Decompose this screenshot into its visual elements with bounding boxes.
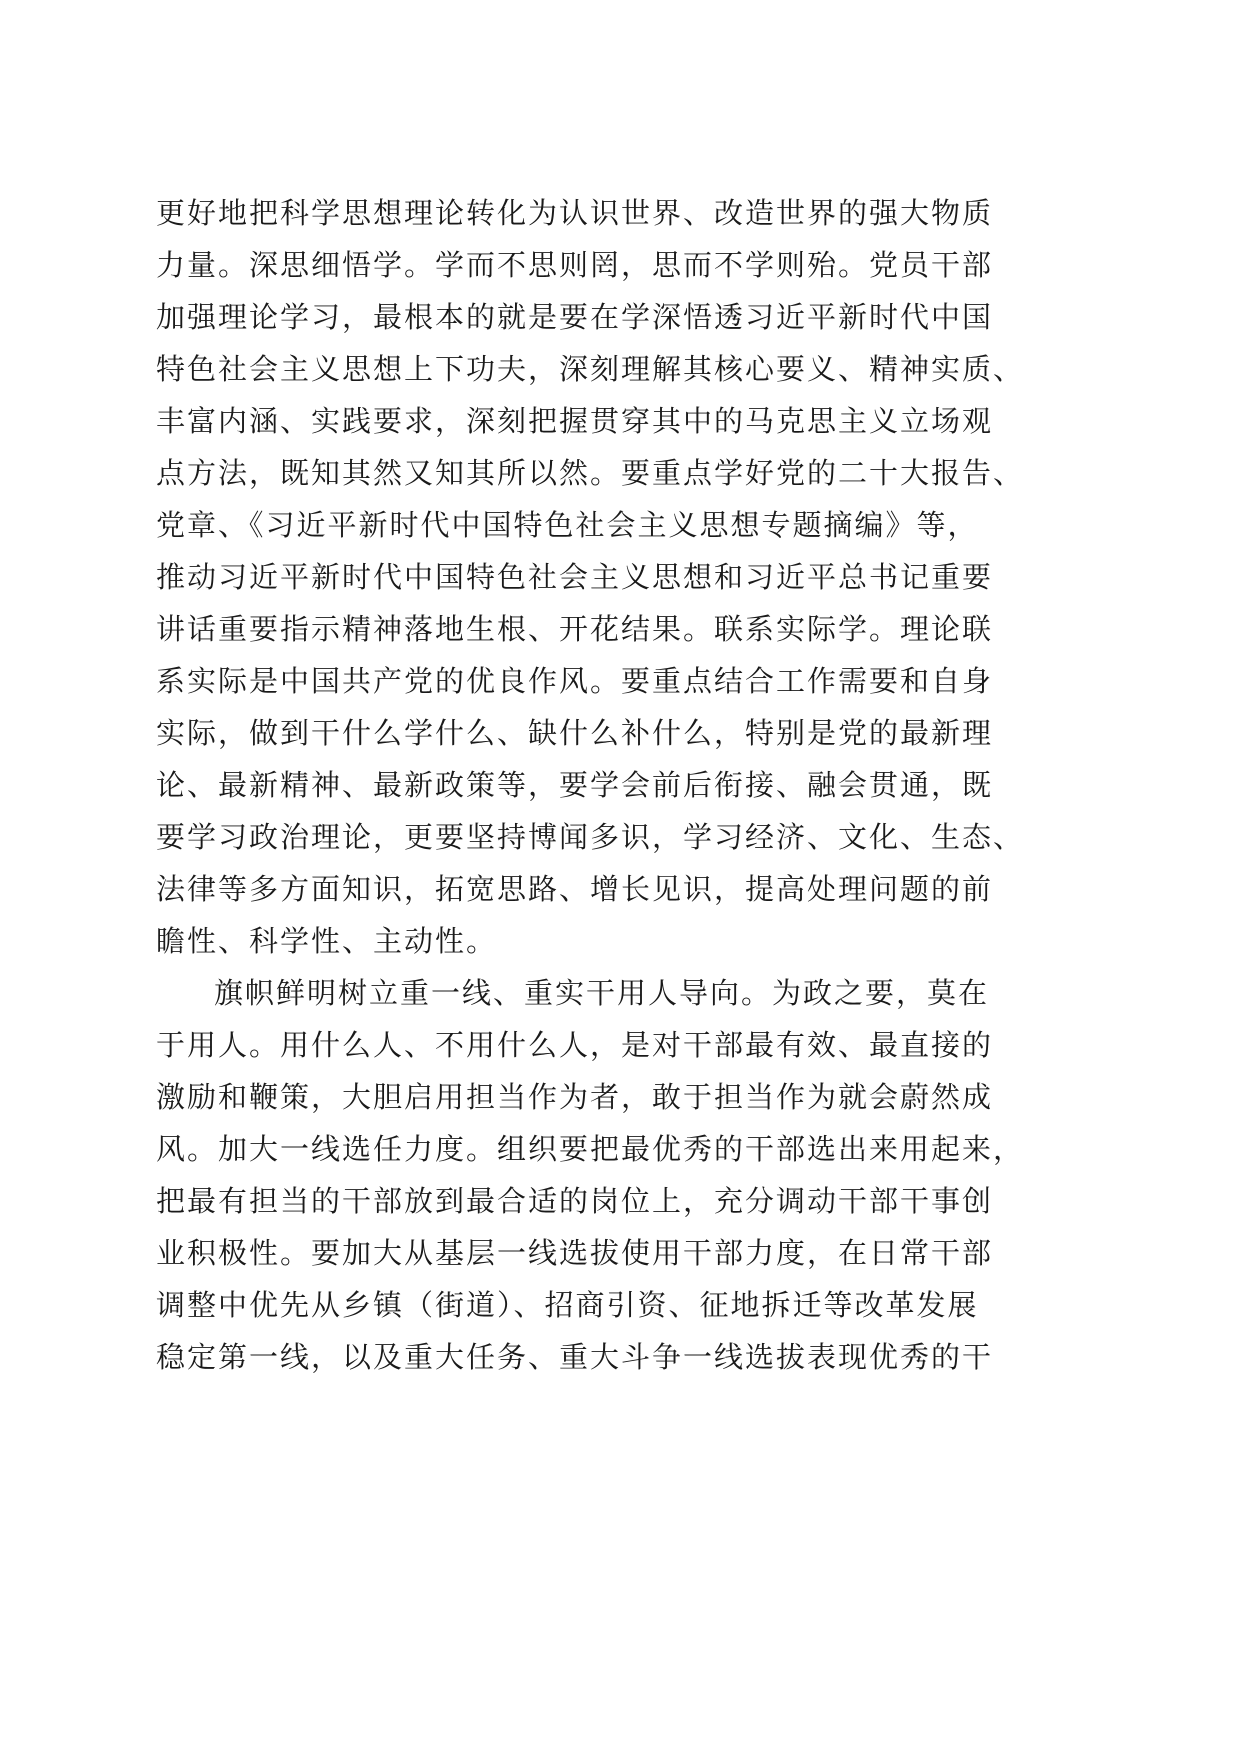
text-line: 力量。深思细悟学。学而不思则罔，思而不学则殆。党员干部	[156, 248, 994, 282]
text-line: 激励和鞭策，大胆启用担当作为者，敢于担当作为就会蔚然成	[156, 1080, 994, 1114]
text-line: 要学习政治理论，更要坚持博闻多识，学习经济、文化、生态、	[156, 820, 1025, 854]
text-line: 风。加大一线选任力度。组织要把最优秀的干部选出来用起来，	[156, 1132, 1025, 1166]
text-line: 把最有担当的干部放到最合适的岗位上，充分调动干部干事创	[156, 1184, 994, 1218]
text-line: 更好地把科学思想理论转化为认识世界、改造世界的强大物质	[156, 196, 994, 230]
text-line: 调整中优先从乡镇（街道）、招商引资、征地拆迁等改革发展	[156, 1288, 979, 1322]
text-line: 党章、《习近平新时代中国特色社会主义思想专题摘编》等，	[156, 508, 979, 542]
text-line: 稳定第一线，以及重大任务、重大斗争一线选拔表现优秀的干	[156, 1340, 994, 1374]
paragraph-start-line: 旗帜鲜明树立重一线、重实干用人导向。为政之要，莫在	[214, 976, 990, 1010]
text-line: 瞻性、科学性、主动性。	[156, 924, 498, 958]
text-line: 法律等多方面知识，拓宽思路、增长见识，提高处理问题的前	[156, 872, 994, 906]
text-line: 讲话重要指示精神落地生根、开花结果。联系实际学。理论联	[156, 612, 994, 646]
text-line: 系实际是中国共产党的优良作风。要重点结合工作需要和自身	[156, 664, 994, 698]
text-line: 业积极性。要加大从基层一线选拔使用干部力度，在日常干部	[156, 1236, 994, 1270]
text-line: 丰富内涵、实践要求，深刻把握贯穿其中的马克思主义立场观	[156, 404, 994, 438]
text-line: 论、最新精神、最新政策等，要学会前后衔接、融会贯通，既	[156, 768, 994, 802]
text-line: 加强理论学习，最根本的就是要在学深悟透习近平新时代中国	[156, 300, 994, 334]
text-line: 于用人。用什么人、不用什么人，是对干部最有效、最直接的	[156, 1028, 994, 1062]
text-line: 推动习近平新时代中国特色社会主义思想和习近平总书记重要	[156, 560, 994, 594]
body-text	[156, 187, 1086, 1383]
text-line: 点方法，既知其然又知其所以然。要重点学好党的二十大报告、	[156, 456, 1025, 490]
text-line: 实际，做到干什么学什么、缺什么补什么，特别是党的最新理	[156, 716, 994, 750]
text-line: 特色社会主义思想上下功夫，深刻理解其核心要义、精神实质、	[156, 352, 1025, 386]
